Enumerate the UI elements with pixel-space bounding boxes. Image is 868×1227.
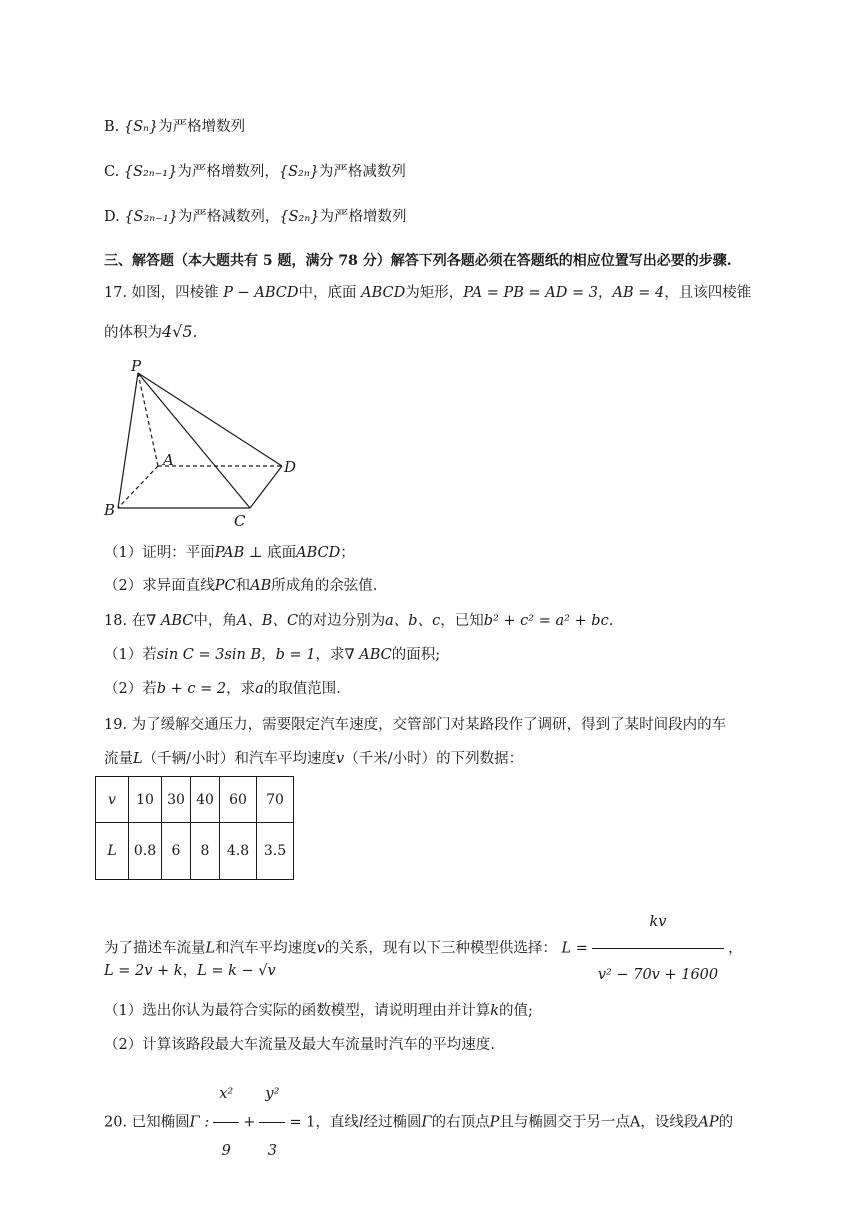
q20-text: 经过椭圆	[363, 1114, 422, 1131]
q18-math: b² + c² = a² + bc	[483, 613, 609, 629]
q17-text: （1）证明：平面	[104, 545, 215, 561]
label-b: B	[104, 501, 116, 519]
table-row-l	[96, 823, 294, 880]
q19-text: ，	[728, 940, 743, 957]
q20-math: P	[489, 1114, 500, 1131]
q18-text: 的对边分别为	[298, 613, 386, 629]
q20-text: 且与椭圆交于另一点	[499, 1114, 630, 1131]
model1-fraction	[592, 898, 724, 999]
option-c-label: C.	[104, 164, 120, 180]
option-c-set2: {S₂ₙ}	[278, 164, 319, 180]
q17-line2	[104, 321, 197, 344]
table-cell: 6	[162, 823, 191, 880]
q19-text: 的关系，现有以下三种模型供选择：	[324, 940, 557, 957]
q19-data-table	[95, 776, 294, 880]
table-cell: v	[96, 777, 129, 823]
model2: L = 2v + k	[104, 963, 183, 979]
q19-line1: 19. 为了缓解交通压力，需要限定汽车速度，交管部门对某路段作了调研，得到了某时间段内的车	[104, 717, 727, 733]
option-c-text2: 为严格减数列	[318, 164, 406, 180]
q20-y-num: y²	[259, 1068, 285, 1123]
q17-math: ABCD	[361, 285, 406, 301]
q20-text: 的	[718, 1114, 734, 1131]
q20-text: ，直线	[315, 1114, 359, 1131]
table-cell: 60	[220, 777, 257, 823]
q19-math: L	[205, 940, 216, 957]
q19-part1	[104, 1000, 533, 1022]
table-cell: 3.5	[257, 823, 294, 880]
q17-text: ；	[340, 545, 355, 561]
q18-text: ，已知	[440, 613, 484, 629]
q19-text: 的值;	[499, 1003, 533, 1019]
q20-text: 的右顶点	[431, 1114, 490, 1131]
option-d-set2: {S₂ₙ}	[279, 209, 320, 225]
q18-math: b = 1	[275, 647, 316, 663]
q18-text: .	[608, 613, 614, 629]
table-cell: L	[96, 823, 129, 880]
table-cell: 10	[129, 777, 162, 823]
q20-x-fraction	[213, 1068, 239, 1177]
q17-math: AB = 4	[612, 285, 665, 301]
table-cell: 40	[191, 777, 220, 823]
q19-text: ，	[182, 963, 198, 979]
q20-text: ，设线段	[640, 1114, 699, 1131]
q17-part2	[104, 575, 377, 597]
table-cell: 4.8	[220, 823, 257, 880]
q18-part1	[104, 644, 440, 666]
q19-math: L	[133, 751, 143, 767]
q17-text: ，	[598, 285, 613, 301]
q17-text: 为矩形，	[405, 285, 464, 301]
label-a: A	[163, 451, 174, 469]
q20-text: 20. 已知椭圆	[104, 1114, 190, 1131]
q19-models-line2	[104, 960, 276, 982]
q20-eq: = 1	[289, 1114, 316, 1131]
q18-text: 的取值范围.	[263, 681, 341, 697]
q19-part2: （2）计算该路段最大车流量及最大车流量时汽车的平均速度.	[104, 1037, 495, 1053]
q20-math: l	[358, 1114, 364, 1131]
q18-part2	[104, 678, 341, 700]
q19-text: （1）选出你认为最符合实际的函数模型，请说明理由并计算	[104, 1003, 491, 1019]
q18-text: ，	[261, 647, 276, 663]
q18-text: 的面积;	[391, 647, 441, 663]
q17-line1	[104, 282, 751, 304]
option-b	[104, 116, 245, 138]
q18-math: a、b、c	[385, 613, 441, 629]
table-row-v	[96, 777, 294, 823]
q19-math: k	[490, 1003, 500, 1019]
q19-text: 为了描述车流量	[104, 940, 206, 957]
q17-math: ABCD	[296, 545, 341, 561]
q17-math: PC	[214, 578, 236, 594]
q19-math: v	[316, 940, 325, 957]
q18-line1	[104, 610, 613, 632]
q19-text: 流量	[104, 751, 133, 767]
q19-text: （千辆/小时）和汽车平均速度	[142, 751, 337, 767]
table-cell: 70	[257, 777, 294, 823]
option-b-set: {Sₙ}	[123, 119, 159, 135]
q18-math: sin C = 3sin B	[156, 647, 262, 663]
q17-math: PAB	[214, 545, 245, 561]
q20-x-den: 9	[221, 1143, 231, 1159]
q20-y-den: 3	[267, 1143, 278, 1159]
table-cell: 8	[191, 823, 220, 880]
label-d: D	[284, 458, 297, 476]
q20-math: Γ :	[189, 1114, 210, 1131]
q17-text: 和	[235, 578, 251, 594]
q17-text: .	[192, 325, 198, 341]
q17-math: AB	[250, 578, 272, 594]
q17-math: P − ABCD	[223, 285, 299, 301]
label-c: C	[234, 512, 246, 530]
q19-models-line	[104, 898, 743, 999]
option-d	[104, 206, 406, 228]
model1-numerator: kv	[592, 898, 724, 949]
q20-math: Γ	[421, 1114, 432, 1131]
q19-text: （千米/小时）的下列数据：	[344, 751, 524, 767]
option-b-label: B.	[104, 119, 120, 135]
q18-math: b + c = 2	[156, 681, 227, 697]
q20-line1	[104, 1068, 733, 1177]
option-c	[104, 161, 406, 183]
q18-text: ，求	[315, 647, 345, 663]
q20-math: AP	[698, 1114, 719, 1131]
q18-math: ∇ ABC	[344, 647, 392, 663]
q20-math: A	[629, 1114, 641, 1131]
q18-text: 中，角	[193, 613, 237, 629]
q20-x-num: x²	[213, 1068, 239, 1123]
q18-text: ，求	[226, 681, 256, 697]
q19-line2	[104, 748, 523, 770]
model1-lhs: L =	[561, 940, 588, 957]
q17-math: PA = PB = AD = 3	[463, 285, 598, 301]
q18-math: ∇ ABC	[146, 613, 194, 629]
table-cell: 0.8	[129, 823, 162, 880]
pyramid-figure	[100, 358, 310, 530]
q18-text: （2）若	[104, 681, 157, 697]
q18-text: 18. 在	[104, 613, 147, 629]
table-cell: 30	[162, 777, 191, 823]
q19-math: v	[336, 751, 345, 767]
model3: L = k − √v	[197, 963, 276, 979]
option-d-text2: 为严格增数列	[319, 209, 407, 225]
q19-text: 和汽车平均速度	[215, 940, 317, 957]
option-d-label: D.	[104, 209, 120, 225]
q20-y-fraction	[259, 1068, 285, 1177]
q18-text: （1）若	[104, 647, 157, 663]
option-d-text1: 为严格减数列，	[177, 209, 280, 225]
option-c-text1: 为严格增数列，	[177, 164, 279, 180]
q17-text: 中，底面	[298, 285, 357, 301]
option-c-set1: {S₂ₙ₋₁}	[123, 164, 178, 180]
q17-text: 的体积为	[104, 325, 162, 341]
q17-text: 所成角的余弦值.	[271, 578, 378, 594]
q18-math: A、B、C	[236, 613, 299, 629]
q20-plus: +	[243, 1114, 256, 1131]
q17-part1	[104, 542, 355, 564]
model1-denominator: v² − 70v + 1600	[597, 967, 719, 983]
q17-text: （2）求异面直线	[104, 578, 215, 594]
option-d-set1: {S₂ₙ₋₁}	[124, 209, 178, 225]
q17-text: 17. 如图，四棱锥	[104, 285, 219, 301]
label-p: P	[131, 358, 142, 375]
q18-math: a	[255, 681, 264, 697]
q17-volume: 4√5	[162, 322, 193, 341]
section-heading: 三、解答题（本大题共有 5 题，满分 78 分）解答下列各题必须在答题纸的相应位置写出必要的步骤.	[104, 253, 732, 269]
q17-text: ⊥ 底面	[244, 545, 297, 561]
option-b-text: 为严格增数列	[158, 119, 246, 135]
q17-text: ，且该四棱锥	[664, 285, 752, 301]
